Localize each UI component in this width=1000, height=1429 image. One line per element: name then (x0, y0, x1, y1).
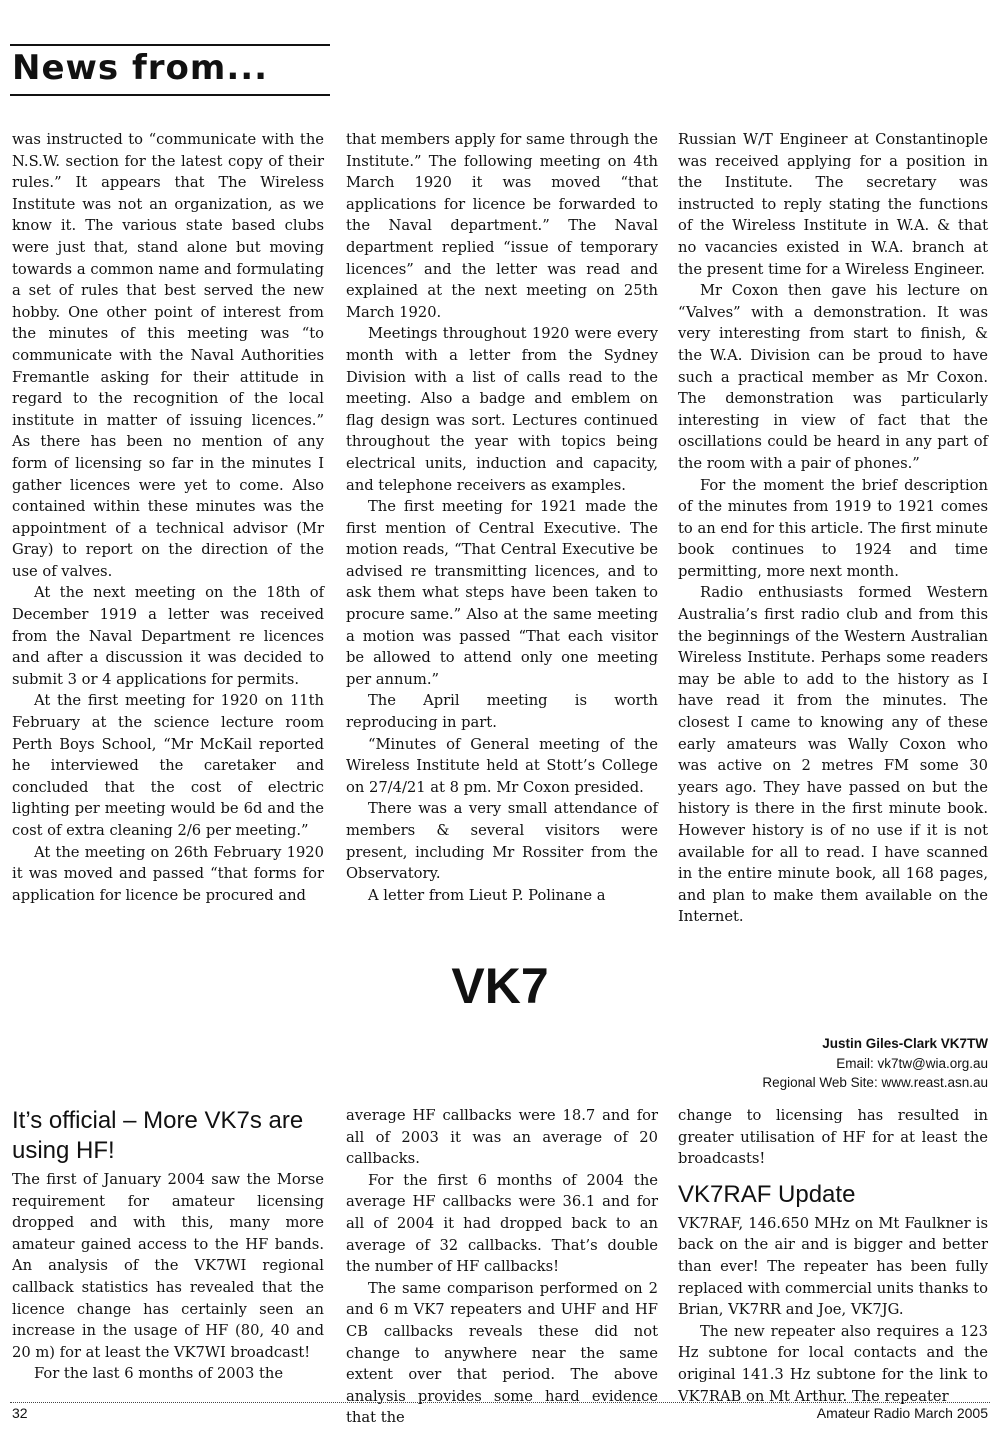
vk7-column-2 (346, 1105, 658, 1429)
paragraph: The new repeater also requires a 123 Hz subtone for local contacts and the original 141.3 Hz subtone for the link to VK7RAB on Mt Arthur. The repeater (678, 1322, 988, 1405)
paragraph: “Minutes of General meeting of the Wireless Institute held at Stott’s College on 27/4/21 at 8 pm. Mr Coxon presided. (346, 735, 658, 796)
paragraph: was instructed to “communicate with the N.S.W. section for the latest copy of their rules.” It appears that The Wireless Institute was not an organization, as we know it. The various state based clubs were just that, stand alone but moving towards a common name and formulating a set of rules that best served the new hobby. One other point of interest from the minutes of this meeting was “to communicate with the Naval Authorities Fremantle asking for their attitude in regard to the recognition of the local institute in matter of issuing licences.” As there has been no mention of any form of licensing so far in the minutes I gather licences were yet to come. Also contained within these minutes was the appointment of a technical advisor (Mr Gray) to report on the direction of the use of valves. (12, 131, 324, 580)
paragraph: Meetings throughout 1920 were every month with a letter from the Sydney Division with a list of calls read to the meeting. Also a badge and emblem on flag design was sort. Lectures continued throughout the year with topics being electrical units, induction and capacity, and telephone receivers as examples. (346, 325, 658, 494)
author-name: Justin Giles-Clark VK7TW (822, 1036, 988, 1051)
footer-rule (10, 1402, 990, 1403)
author-email: Email: vk7tw@wia.org.au (836, 1055, 988, 1071)
vk7-column-1 (12, 1106, 324, 1385)
paragraph: that members apply for same through the Institute.” The following meeting on 4th March 1920 it was moved “that applications for licence be forwarded to the Naval department.” The Naval department replied “issue of temporary licences” and the letter was read and explained at the next meeting on 25th March 1920. (346, 131, 658, 321)
article-title-vk7raf: VK7RAF Update (678, 1180, 856, 1208)
section-title: News from... (12, 48, 269, 88)
paragraph: At the next meeting on the 18th of December 1919 a letter was received from the Naval Department re licences and after a discussion it was decided to submit 3 or 4 applications for permits. (12, 584, 324, 688)
paragraph: VK7RAF, 146.650 MHz on Mt Faulkner is back on the air and is bigger and better than ever! The repeater has been fully replaced with commercial units thanks to Brian, VK7RR and Joe, VK7JG. (678, 1214, 988, 1319)
header-rule-bottom (10, 94, 330, 96)
paragraph: Mr Coxon then gave his lecture on “Valves” with a demonstration. It was very interesting from start to finish, & the W.A. Division can be proud to have such a practical member as Mr Coxon. The demonstration was particularly interesting in view of fact that the oscillations could be heard in any part of the room with a pair of phones.” (678, 282, 988, 472)
vk7-column-3 (678, 1105, 988, 1407)
paragraph: The April meeting is worth reproducing in part. (346, 692, 658, 732)
article-column-1 (12, 129, 324, 906)
paragraph: The first meeting for 1921 made the first mention of Central Executive. The motion reads, “That Central Executive be advised re transmitting licences, and to ask them what steps have been taken to procure same.” Also at the same meeting a motion was passed “That each visitor be allowed to attend only one meeting per annum.” (346, 498, 658, 688)
article-column-3 (678, 129, 988, 928)
paragraph: At the meeting on 26th February 1920 it was moved and passed “that forms for application for licence be procured and (12, 843, 324, 904)
paragraph: change to licensing has resulted in greater utilisation of HF for at least the broadcasts! (678, 1107, 988, 1168)
paragraph: Russian W/T Engineer at Constantinople was received applying for a position in the Institute. The secretary was instructed to reply stating the functions of the Wireless Institute in W.A. & that no vacancies existed in W.A. branch at the present time for a Wireless Engineer. (678, 131, 988, 278)
paragraph: Radio enthusiasts formed Western Australia’s first radio club and from this the beginnings of the Western Australian Wireless Institute. Perhaps some readers may be able to add to the history as I have read it from the minutes. The closest I came to knowing any of these early amateurs was Wally Coxon who was active on 2 metres FM some 30 years ago. They have passed on but the history is there in the first minute book. However history is of no use if it is not available for all to read. I have scanned in the entire minute book, all 168 pages, and plan to make them available on the Internet. (678, 584, 988, 926)
article-title-hf: It’s official – More VK7s are using HF! (12, 1107, 304, 1164)
paragraph: At the first meeting for 1920 on 11th February at the science lecture room Perth Boys School, “Mr McKail reported he interviewed the caretaker and concluded that the cost of electric lighting per meeting would be 6d and the cost of extra cleaning 2/6 per meeting.” (12, 692, 324, 839)
author-byline (762, 1034, 988, 1093)
publication-name: Amateur Radio March 2005 (816, 1405, 988, 1421)
regional-website: Regional Web Site: www.reast.asn.au (762, 1075, 988, 1090)
paragraph: For the moment the brief description of the minutes from 1919 to 1921 comes to an end for this article. The first minute book continues to 1924 and time permitting, more next month. (678, 476, 988, 580)
article-column-2 (346, 129, 658, 906)
paragraph: average HF callbacks were 18.7 and for all of 2003 it was an average of 20 callbacks. (346, 1107, 658, 1168)
paragraph: The same comparison performed on 2 and 6 m VK7 repeaters and UHF and HF CB callbacks reveals these did not change to anywhere near the same extent over that period. The above analysis provides some hard evidence that the (346, 1279, 658, 1427)
vk7-heading: VK7 (451, 958, 549, 1014)
page-number: 32 (12, 1405, 28, 1421)
paragraph: For the first 6 months of 2004 the average HF callbacks were 36.1 and for all of 2004 it had dropped back to an average of 32 callbacks. That’s double the number of HF callbacks! (346, 1171, 658, 1276)
paragraph: For the last 6 months of 2003 the (34, 1365, 284, 1383)
paragraph: A letter from Lieut P. Polinane a (368, 886, 606, 904)
paragraph: The first of January 2004 saw the Morse requirement for amateur licensing dropped and with this, many more amateur gained access to the HF bands. An analysis of the VK7WI regional callback statistics has revealed that the licence change has certainly seen an increase in the usage of HF (80, 40 and 20 m) for at least the VK7WI broadcast! (12, 1171, 324, 1361)
paragraph: There was a very small attendance of members & several visitors were present, including Mr Rossiter from the Observatory. (346, 800, 658, 883)
